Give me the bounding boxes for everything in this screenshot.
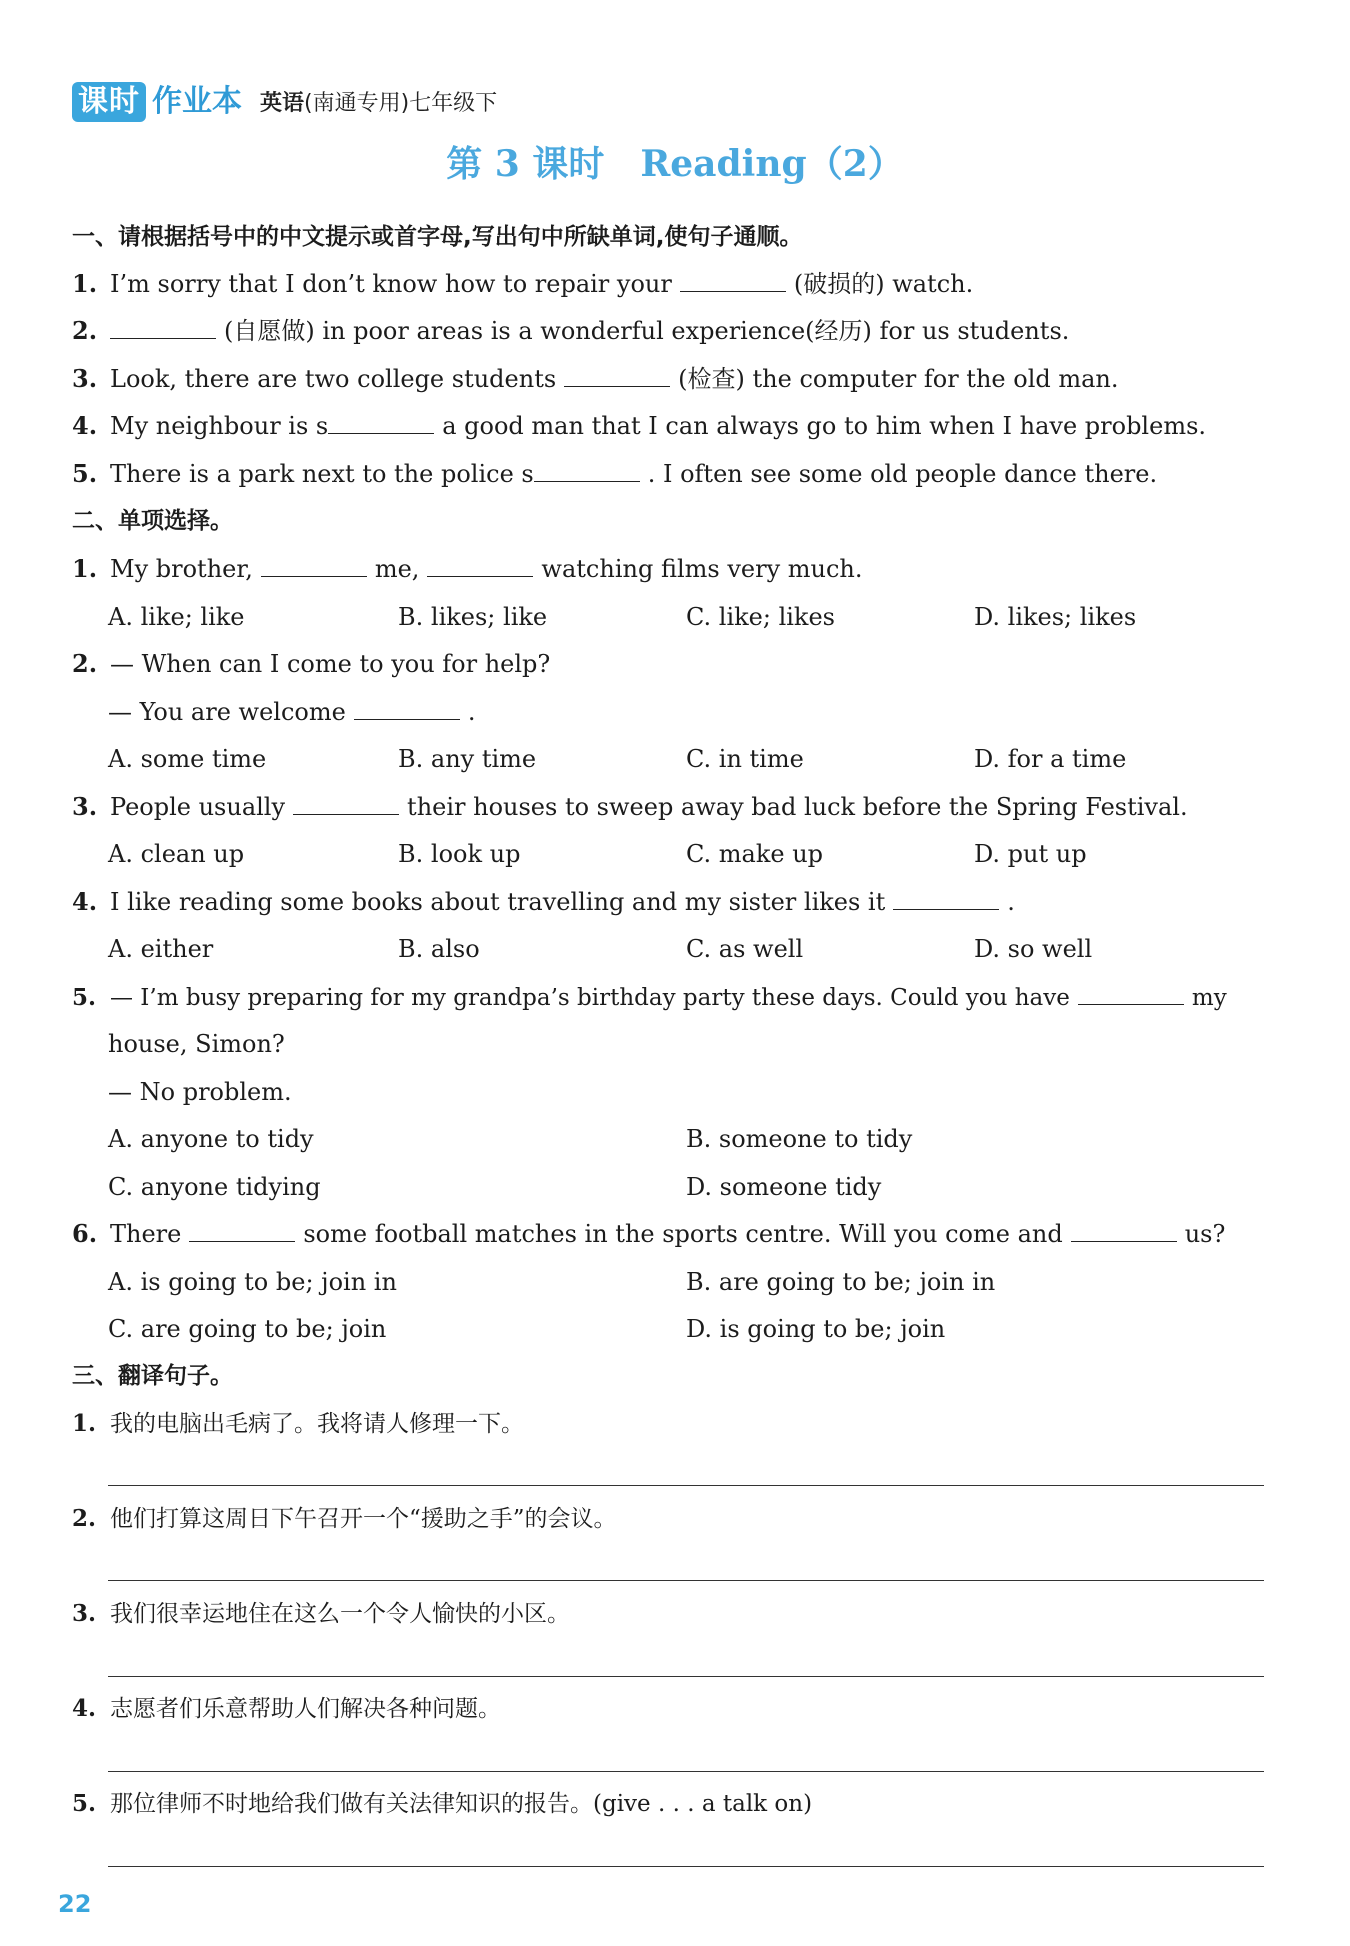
question-text: me, xyxy=(374,555,420,583)
subject: 英语 xyxy=(260,91,305,116)
translate-prompt: 志愿者们乐意帮助人们解决各种问题。 xyxy=(110,1696,501,1722)
answer-line[interactable] xyxy=(108,1771,1264,1772)
item-number: 5. xyxy=(72,459,98,488)
option-b[interactable]: B. someone to tidy xyxy=(686,1125,913,1153)
s1-item-4 xyxy=(72,407,1206,445)
book-logo xyxy=(72,82,242,122)
lesson-title: 第 3 课时 Reading（2） xyxy=(446,143,904,185)
answer-line[interactable] xyxy=(108,1866,1264,1867)
s2-q5-line3: — No problem. xyxy=(108,1078,292,1106)
question-text: My brother, xyxy=(110,555,253,583)
s2-q3 xyxy=(72,788,1188,826)
option-a[interactable]: A. like; like xyxy=(108,603,245,631)
item-text-after: . I often see some old people dance there. xyxy=(647,460,1158,488)
s1-item-2 xyxy=(72,312,1069,350)
item-text-before: Look, there are two college students xyxy=(110,365,557,393)
translate-prompt: 我们很幸运地住在这么一个令人愉快的小区。 xyxy=(110,1601,570,1627)
option-b[interactable]: B. also xyxy=(398,935,480,963)
item-text-after: (自愿做) in poor areas is a wonderful experience(经历) for us students. xyxy=(224,317,1070,345)
answer-blank[interactable] xyxy=(261,550,367,577)
question-text: their houses to sweep away bad luck before the Spring Festival. xyxy=(407,793,1188,821)
logo-text: 作业本 xyxy=(152,84,242,119)
item-number: 2. xyxy=(72,316,98,345)
answer-line[interactable] xyxy=(108,1485,1264,1486)
option-d[interactable]: D. so well xyxy=(974,935,1093,963)
question-text: — I’m busy preparing for my grandpa’s birthday party these days. Could you have xyxy=(110,985,1070,1011)
question-text: People usually xyxy=(110,793,286,821)
s3-item-2 xyxy=(72,1500,617,1538)
question-text: us? xyxy=(1184,1220,1226,1248)
item-text-before: My neighbour is s xyxy=(110,412,329,440)
s1-item-3 xyxy=(72,360,1119,398)
option-a[interactable]: A. anyone to tidy xyxy=(108,1125,314,1153)
question-text: watching films very much. xyxy=(541,555,863,583)
answer-blank[interactable] xyxy=(328,407,434,434)
item-number: 1. xyxy=(72,1410,97,1437)
s1-item-5 xyxy=(72,455,1157,493)
s3-item-1 xyxy=(72,1405,524,1443)
option-d[interactable]: D. someone tidy xyxy=(686,1173,882,1201)
translate-prompt: 我的电脑出毛病了。我将请人修理一下。 xyxy=(110,1411,524,1437)
question-text: — When can I come to you for help? xyxy=(110,650,551,678)
option-c[interactable]: C. make up xyxy=(686,840,824,868)
option-a[interactable]: A. either xyxy=(108,935,214,963)
item-number: 4. xyxy=(72,411,98,440)
question-text: I like reading some books about travelling and my sister likes it xyxy=(110,888,886,916)
item-number: 3. xyxy=(72,364,98,393)
item-text-before: I’m sorry that I don’t know how to repair your xyxy=(110,270,672,298)
item-text-after: (破损的) watch. xyxy=(793,270,974,298)
s1-item-1 xyxy=(72,265,973,303)
item-number: 3. xyxy=(72,792,98,821)
item-number: 6. xyxy=(72,1219,98,1248)
question-text: — You are welcome xyxy=(108,698,346,726)
option-c[interactable]: C. as well xyxy=(686,935,804,963)
option-b[interactable]: B. are going to be; join in xyxy=(686,1268,996,1296)
s3-item-5 xyxy=(72,1785,812,1823)
item-number: 4. xyxy=(72,887,98,916)
answer-blank[interactable] xyxy=(293,788,399,815)
page-header xyxy=(72,78,497,122)
s2-q1 xyxy=(72,550,863,588)
s2-q4 xyxy=(72,883,1015,921)
answer-line[interactable] xyxy=(108,1580,1264,1581)
translate-prompt: 那位律师不时地给我们做有关法律知识的报告。(give . . . a talk on) xyxy=(110,1791,813,1817)
logo-badge: 课时 xyxy=(72,82,146,122)
answer-blank[interactable] xyxy=(1078,978,1184,1005)
answer-blank[interactable] xyxy=(110,312,216,339)
option-d[interactable]: D. for a time xyxy=(974,745,1127,773)
option-b[interactable]: B. look up xyxy=(398,840,521,868)
s2-q2-line2 xyxy=(108,693,475,731)
option-c[interactable]: C. anyone tidying xyxy=(108,1173,321,1201)
answer-blank[interactable] xyxy=(354,693,460,720)
s2-q6 xyxy=(72,1215,1225,1253)
option-d[interactable]: D. likes; likes xyxy=(974,603,1137,631)
answer-blank[interactable] xyxy=(1071,1215,1177,1242)
item-number: 4. xyxy=(72,1695,97,1722)
option-a[interactable]: A. some time xyxy=(108,745,267,773)
question-text: There xyxy=(110,1220,182,1248)
question-text: . xyxy=(467,698,476,726)
translate-prompt: 他们打算这周日下午召开一个“援助之手”的会议。 xyxy=(110,1506,617,1532)
s2-q5 xyxy=(72,978,1227,1017)
option-c[interactable]: C. in time xyxy=(686,745,804,773)
edition: (南通专用)七年级下 xyxy=(304,91,498,116)
item-number: 5. xyxy=(72,984,97,1011)
item-number: 1. xyxy=(72,554,98,583)
item-number: 2. xyxy=(72,649,98,678)
section1-heading: 一、请根据括号中的中文提示或首字母,写出句中所缺单词,使句子通顺。 xyxy=(72,224,803,250)
item-number: 1. xyxy=(72,269,98,298)
s3-item-4 xyxy=(72,1690,501,1728)
s2-q5-line2: house, Simon? xyxy=(108,1030,285,1058)
section3-heading: 三、翻译句子。 xyxy=(72,1363,233,1389)
question-text: . xyxy=(1007,888,1015,916)
item-number: 3. xyxy=(72,1600,97,1627)
option-c[interactable]: C. like; likes xyxy=(686,603,835,631)
item-text-after: (检查) the computer for the old man. xyxy=(678,365,1119,393)
item-text-after: a good man that I can always go to him when I have problems. xyxy=(442,412,1207,440)
option-b[interactable]: B. any time xyxy=(398,745,537,773)
answer-blank[interactable] xyxy=(680,265,786,292)
s2-q2 xyxy=(72,645,550,683)
answer-blank[interactable] xyxy=(189,1215,295,1242)
item-text-before: There is a park next to the police s xyxy=(110,460,534,488)
answer-blank[interactable] xyxy=(893,883,999,910)
question-text: some football matches in the sports centre. Will you come and xyxy=(303,1220,1063,1248)
option-d[interactable]: D. is going to be; join xyxy=(686,1315,946,1343)
option-c[interactable]: C. are going to be; join xyxy=(108,1315,387,1343)
book-info xyxy=(260,86,497,122)
option-b[interactable]: B. likes; like xyxy=(398,603,548,631)
section2-heading: 二、单项选择。 xyxy=(72,508,233,534)
page-number: 22 xyxy=(58,1890,92,1918)
option-a[interactable]: A. clean up xyxy=(108,840,245,868)
s3-item-3 xyxy=(72,1595,570,1633)
answer-blank[interactable] xyxy=(564,360,670,387)
answer-blank[interactable] xyxy=(534,455,640,482)
answer-blank[interactable] xyxy=(427,550,533,577)
question-text: my xyxy=(1191,985,1227,1011)
option-a[interactable]: A. is going to be; join in xyxy=(108,1268,397,1296)
option-d[interactable]: D. put up xyxy=(974,840,1087,868)
item-number: 2. xyxy=(72,1505,97,1532)
item-number: 5. xyxy=(72,1790,97,1817)
answer-line[interactable] xyxy=(108,1676,1264,1677)
